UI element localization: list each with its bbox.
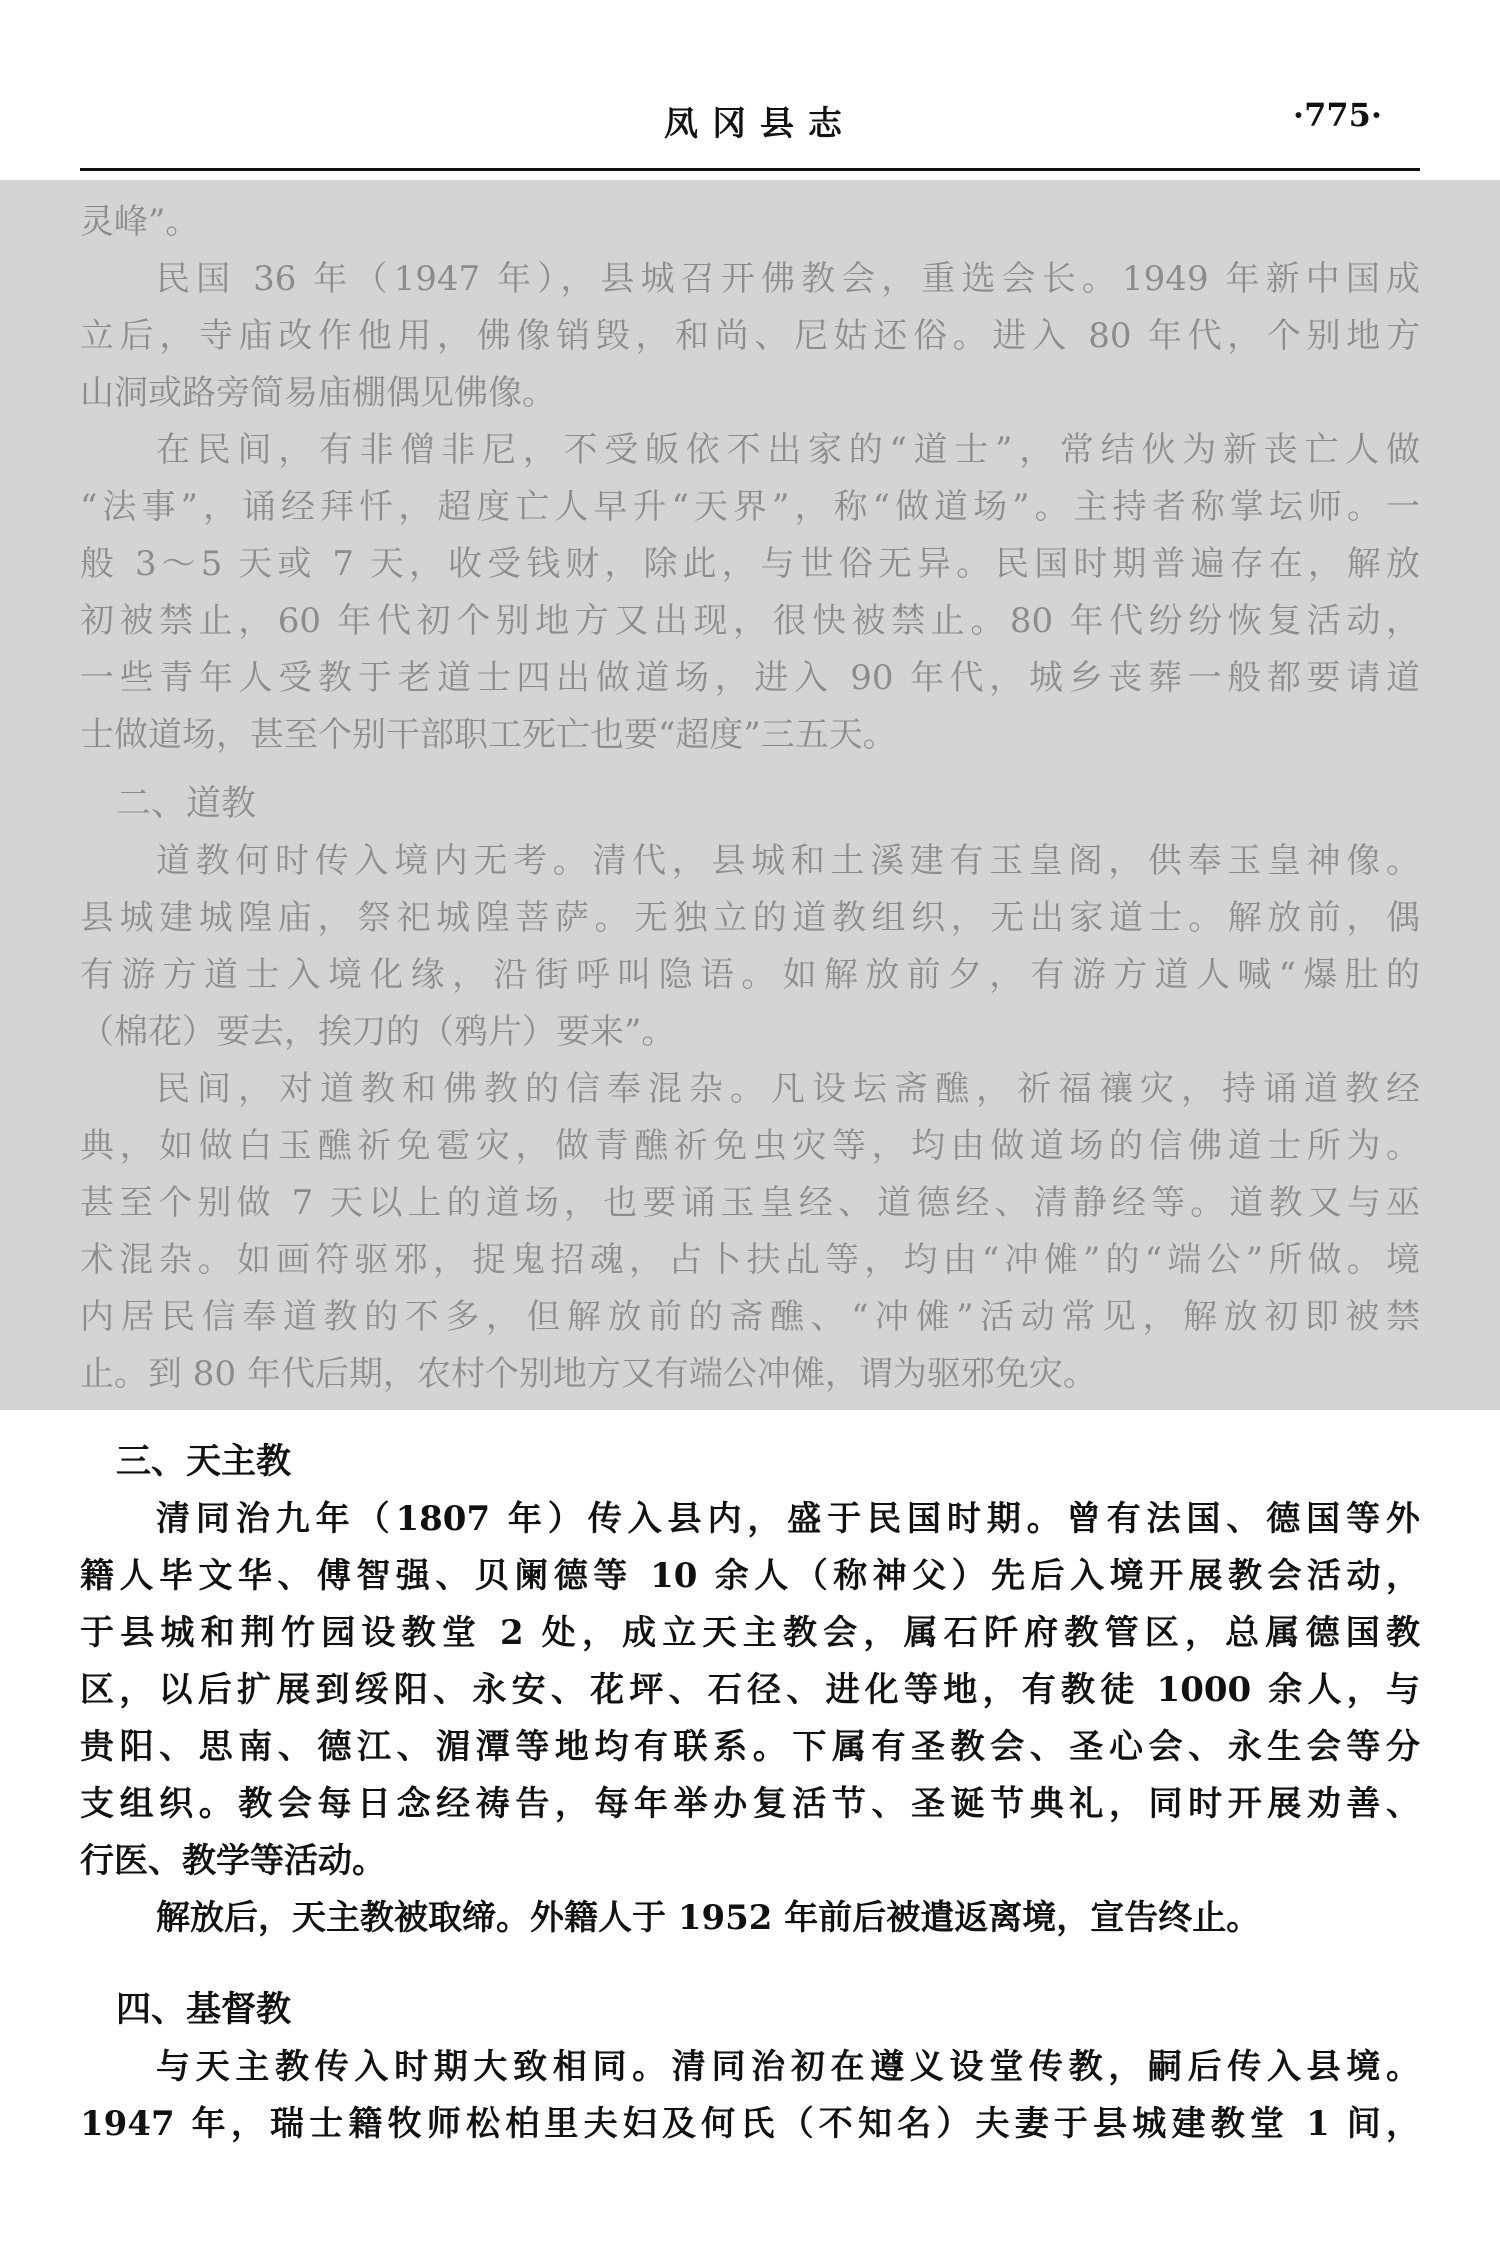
text-line: 贵阳、思南、德江、湄潭等地均有联系。下属有圣教会、圣心会、永生会等分 <box>80 1727 1420 1767</box>
buddhism-text <box>80 194 1420 764</box>
text-line: 士做道场，甚至个别干部职工死亡也要“超度”三五天。 <box>80 715 897 755</box>
text-line: 典，如做白玉醮祈免雹灾，做青醮祈免虫灾等，均由做道场的信佛道士所为。 <box>80 1126 1420 1166</box>
page-header <box>0 0 1500 180</box>
text-line: 内居民信奉道教的不多，但解放前的斋醮、“冲傩”活动常见，解放初即被禁 <box>80 1297 1420 1337</box>
catholicism-section <box>80 1434 1420 1947</box>
text-line: 止。到 80 年代后期，农村个别地方又有端公冲傩，谓为驱邪免灾。 <box>80 1354 1097 1394</box>
text-line: 道教何时传入境内无考。清代，县城和土溪建有玉皇阁，供奉玉皇神像。 <box>156 841 1420 881</box>
text-line: 与天主教传入时期大致相同。清同治初在遵义设堂传教，嗣后传入县境。 <box>156 2047 1420 2087</box>
text-line: 籍人毕文华、傅智强、贝阑德等 10 余人（称神父）先后入境开展教会活动， <box>80 1556 1420 1596</box>
christianity-section <box>80 1982 1420 2153</box>
text-line: 甚至个别做 7 天以上的道场，也要诵玉皇经、道德经、清静经等。道教又与巫 <box>80 1183 1420 1223</box>
section-heading-christianity: 四、基督教 <box>116 1990 292 2030</box>
taoism-section <box>80 776 1420 1403</box>
text-line: 1947 年，瑞士籍牧师松柏里夫妇及何氏（不知名）夫妻于县城建教堂 1 间， <box>80 2104 1420 2144</box>
section-heading-taoism: 二、道教 <box>116 784 257 824</box>
text-line: 般 3～5 天或 7 天，收受钱财，除此，与世俗无异。民国时期普遍存在，解放 <box>80 544 1420 584</box>
text-line: （棉花）要去，挨刀的（鸦片）要来”。 <box>80 1012 676 1052</box>
text-line: 山洞或路旁简易庙棚偶见佛像。 <box>80 373 556 413</box>
text-line: 灵峰”。 <box>80 202 200 242</box>
text-line: 在民间，有非僧非尼，不受皈依不出家的“道士”，常结伙为新丧亡人做 <box>156 430 1420 470</box>
header-rule <box>80 168 1420 171</box>
text-line: 支组织。教会每日念经祷告，每年举办复活节、圣诞节典礼，同时开展劝善、 <box>80 1784 1420 1824</box>
text-line: 术混杂。如画符驱邪，捉鬼招魂，占卜扶乩等，均由“冲傩”的“端公”所做。境 <box>80 1240 1420 1280</box>
section-heading-catholicism: 三、天主教 <box>116 1442 292 1482</box>
text-line: 有游方道士入境化缘，沿街呼叫隐语。如解放前夕，有游方道人喊“爆肚的 <box>80 955 1420 995</box>
text-line: 一些青年人受教于老道士四出做道场，进入 90 年代，城乡丧葬一般都要请道 <box>80 658 1420 698</box>
text-line: 区，以后扩展到绥阳、永安、花坪、石径、进化等地，有教徒 1000 余人，与 <box>80 1670 1420 1710</box>
text-line: “法事”，诵经拜忏，超度亡人早升“天界”，称“做道场”。主持者称掌坛师。一 <box>80 487 1420 527</box>
text-line: 县城建城隍庙，祭祀城隍菩萨。无独立的道教组织，无出家道士。解放前，偶 <box>80 898 1420 938</box>
text-line: 初被禁止，60 年代初个别地方又出现，很快被禁止。80 年代纷纷恢复活动， <box>80 601 1420 641</box>
text-line: 于县城和荆竹园设教堂 2 处，成立天主教会，属石阡府教管区，总属德国教 <box>80 1613 1420 1653</box>
page-number: ·775· <box>1292 96 1382 134</box>
text-line: 行医、教学等活动。 <box>80 1841 386 1881</box>
text-line: 民间，对道教和佛教的信奉混杂。凡设坛斋醮，祈福禳灾，持诵道教经 <box>156 1069 1420 1109</box>
text-line: 解放后，天主教被取缔。外籍人于 1952 年前后被遣返离境，宣告终止。 <box>156 1898 1261 1938</box>
book-title: 凤冈县志 <box>664 104 856 144</box>
text-line: 清同治九年（1807 年）传入县内，盛于民国时期。曾有法国、德国等外 <box>156 1499 1420 1539</box>
text-line: 立后，寺庙改作他用，佛像销毁，和尚、尼姑还俗。进入 80 年代，个别地方 <box>80 316 1420 356</box>
text-line: 民国 36 年（1947 年），县城召开佛教会，重选会长。1949 年新中国成 <box>156 259 1420 299</box>
